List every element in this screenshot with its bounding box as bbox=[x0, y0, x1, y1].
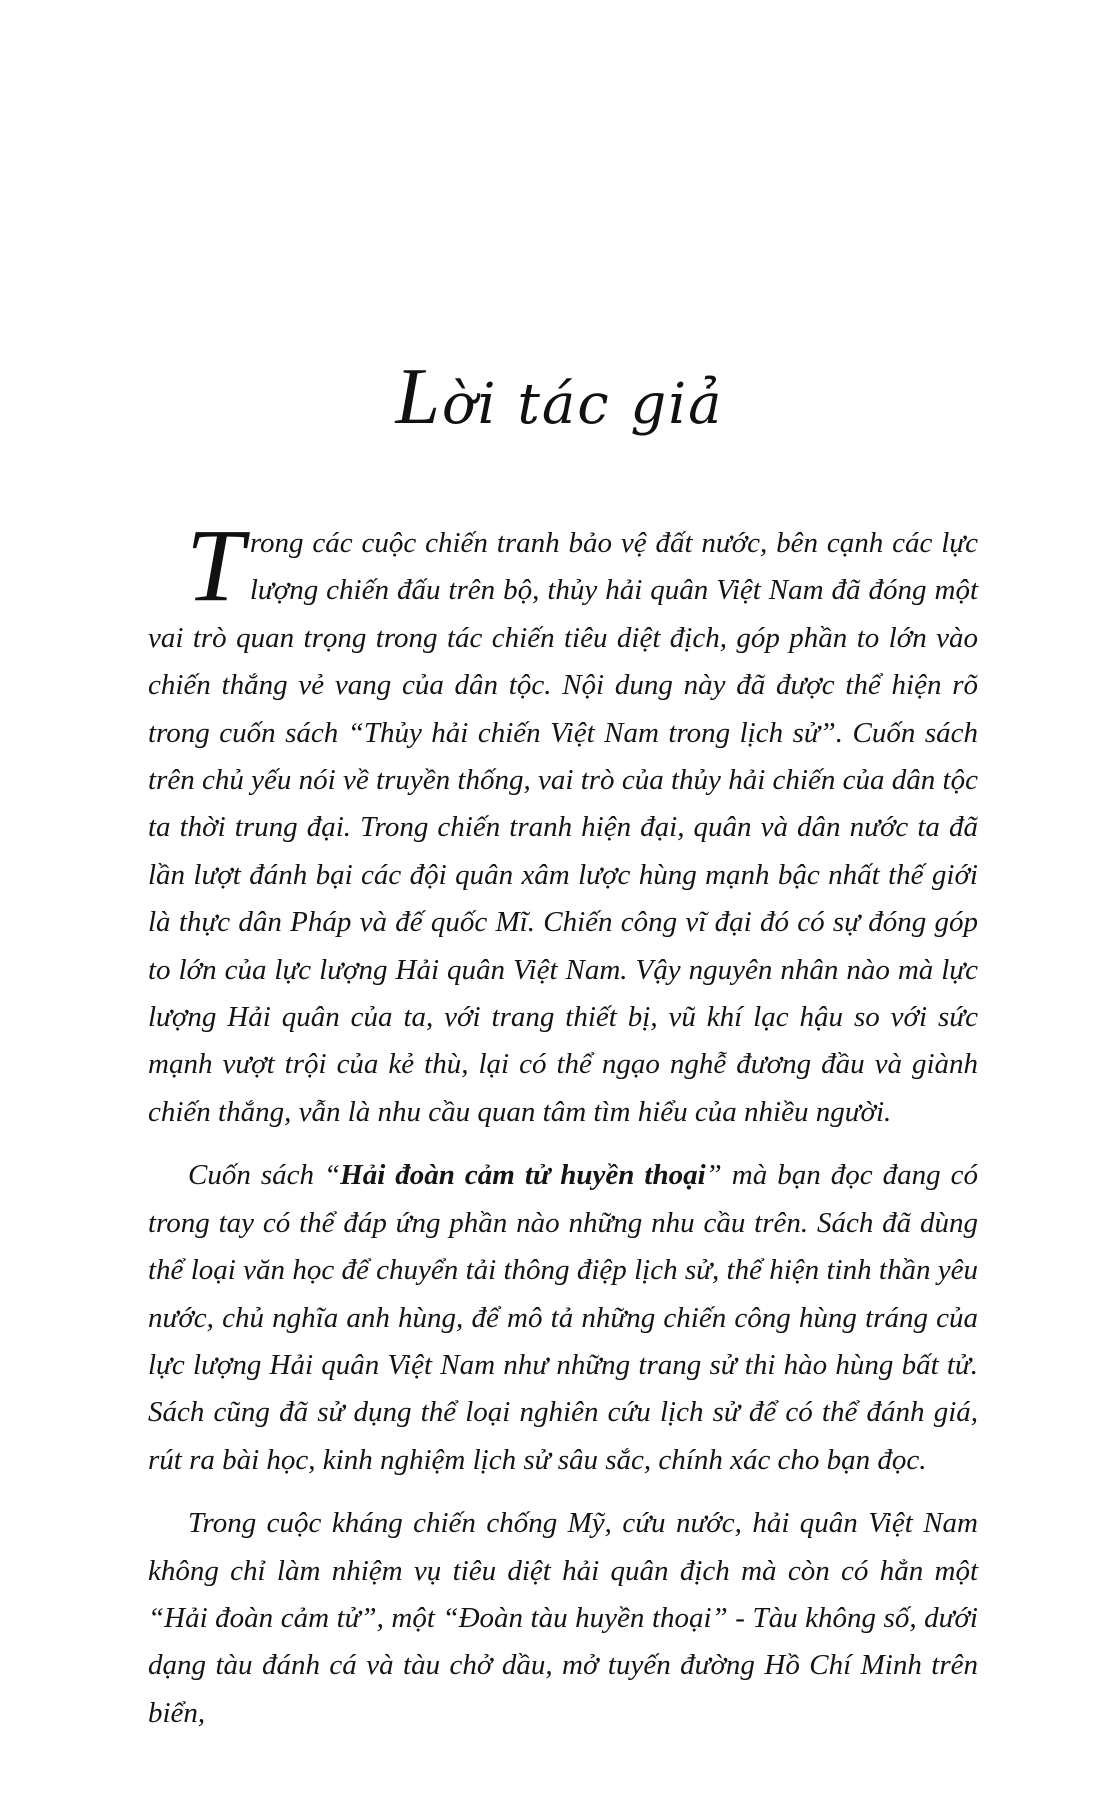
paragraph-3-text: Trong cuộc kháng chiến chống Mỹ, cứu nước, hải quân Việt Nam không chỉ làm nhiệm vụ tiêu diệt hải quân địch mà còn có hẳn một “Hải đoàn cảm tử”, một “Đoàn tàu huyền thoại” - Tàu không số, dưới dạng tàu đánh cá và tàu chở dầu, mở tuyến đường Hồ Chí Minh trên biển, bbox=[148, 1507, 978, 1729]
page-title bbox=[0, 352, 1119, 443]
drop-cap: T bbox=[186, 508, 244, 623]
title-initial: L bbox=[395, 353, 442, 441]
body-text bbox=[148, 508, 978, 1753]
paragraph-2-before: Cuốn sách “ bbox=[188, 1159, 341, 1192]
book-title: Hải đoàn cảm tử huyền thoại bbox=[340, 1159, 706, 1192]
paragraph-2-after: ” mà bạn đọc đang có trong tay có thể đáp ứng phần nào những nhu cầu trên. Sách đã dùng thể loại văn học để chuyển tải thông điệp lịch sử, thể hiện tinh thần yêu nước, chủ nghĩa anh hùng, để mô tả những chiến công hùng tráng của lực lượng Hải quân Việt Nam như những trang sử thi hào hùng bất tử. Sách cũng đã sử dụng thể loại nghiên cứu lịch sử để có thể đánh giá, rút ra bài học, kinh nghiệm lịch sử sâu sắc, chính xác cho bạn đọc. bbox=[148, 1159, 978, 1476]
title-rest: ời tác giả bbox=[441, 372, 724, 437]
paragraph-2 bbox=[148, 1152, 978, 1484]
paragraph-3 bbox=[148, 1500, 978, 1737]
paragraph-1 bbox=[148, 508, 978, 1136]
paragraph-1-text: rong các cuộc chiến tranh bảo vệ đất nước, bên cạnh các lực lượng chiến đấu trên bộ, thủy hải quân Việt Nam đã đóng một vai trò quan trọng trong tác chiến tiêu diệt địch, góp phần to lớn vào chiến thắng vẻ vang của dân tộc. Nội dung này đã được thể hiện rõ trong cuốn sách “Thủy hải chiến Việt Nam trong lịch sử”. Cuốn sách trên chủ yếu nói về truyền thống, vai trò của thủy hải chiến của dân tộc ta thời trung đại. Trong chiến tranh hiện đại, quân và dân nước ta đã lần lượt đánh bại các đội quân xâm lược hùng mạnh bậc nhất thế giới là thực dân Pháp và đế quốc Mĩ. Chiến công vĩ đại đó có sự đóng góp to lớn của lực lượng Hải quân Việt Nam. Vậy nguyên nhân nào mà lực lượng Hải quân của ta, với trang thiết bị, vũ khí lạc hậu so với sức mạnh vượt trội của kẻ thù, lại có thể ngạo nghễ đương đầu và giành chiến thắng, vẫn là nhu cầu quan tâm tìm hiểu của nhiều người. bbox=[148, 527, 978, 1128]
